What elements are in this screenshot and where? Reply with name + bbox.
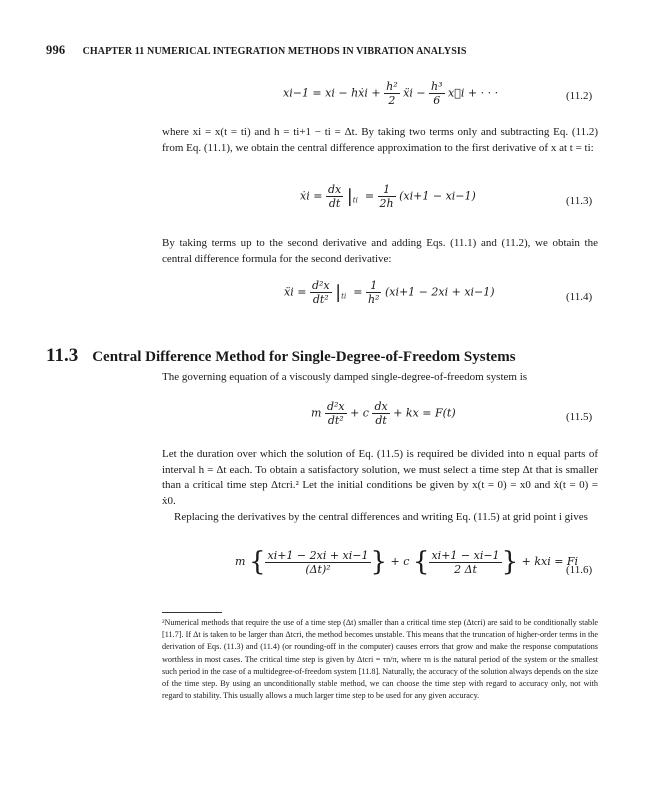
equation-number-11-4: (11.4) [566,291,593,303]
paragraph-3: The governing equation of a viscously damped single-degree-of-freedom system is [162,371,528,383]
eq-11-5-velocity: $\frac{dx}{dt}$ [374,400,388,427]
eq-11-2-term-1: ẍi − [403,86,426,100]
eq-11-6-rest: + kxi = Fi [521,555,579,568]
running-header [46,43,467,58]
paragraph-2: By taking terms up to the second derivative and adding Eqs. (11.1) and (11.2), we obtain the central difference formula for the second derivative: [162,237,598,265]
section-title: Central Difference Method for Single-Degree-of-Freedom Systems [92,349,516,365]
eq-11-5-accel: $\frac{\text{d²x}}{\text{dt²}}$ [326,400,345,427]
equation-number-11-5: (11.5) [566,411,593,423]
section-heading [46,345,516,367]
eq-11-2-term-2: x⃛i + · · · [448,86,499,100]
paragraph-4: Let the duration over which the solution of Eq. (11.5) is required be divided into n equal parts of interval h = Δt each. To obtain a satisfactory solution, we must select a time step Δt that is smaller than a critical time step Δtcri.² Let the initial conditions be given by x(t = 0) = x0 and ẋ(t = 0) = ẋ0. [162,448,598,507]
eq-11-2-lhs: xi−1 = xi − hẋi + [283,86,381,100]
eq-11-2-frac-1: $\frac{\text{h²}}{2}$ [386,80,398,107]
eq-11-4-frac: $\frac{1}{\text{h²}}$ [367,279,380,306]
eq-11-6-accel: $\frac{xi+1 - 2xi + xi-1}{\text{(Δt)²}}$ [267,548,369,576]
footnote-rule [162,612,222,613]
equation-number-11-6: (11.6) [566,564,593,576]
eq-11-3-eval: ti [352,196,358,205]
eq-11-5-rest: + kx = F(t) [393,406,456,420]
eq-11-6-velocity: $\frac{xi+1 - xi-1}{2 \Delta t}$ [431,548,500,576]
footnote: ²Numerical methods that require the use of a time step (Δt) smaller than a critical time step (Δtcri) are said to be conditionally stable [11.7]. If Δt is taken to be larger than Δtcri, the method becomes unstable. This means that the truncation of higher-order terms in the derivation of Eqs. (11.3) and (11.4) (or rounding-off in the computer) causes errors that grow and make the response computations worthless in most cases. The critical time step is given by Δtcri = τn/π, where τn is the natural period of the system or the smallest such period in the case of a multidegree-of-freedom system [11.8]. Naturally, the accuracy of the solution always depends on the size of the time step. By using an unconditionally stable method, we can choose the time step with regard to accuracy only, not with regard to stability. This usually allows a much larger time step to be used for any given accuracy. [162,618,598,701]
eq-11-3-derivative: $\frac{dx}{dt}$ [327,183,342,210]
eq-11-2-frac-2: $\frac{\text{h³}}{6}$ [431,80,443,107]
section-number: 11.3 [46,345,79,366]
paragraph-5: Replacing the derivatives by the central differences and writing Eq. (11.5) at grid point i gives [174,511,588,523]
equation-number-11-2: (11.2) [566,90,593,102]
equation-11-3: ẋi = $\frac{dx}{dt}$ $|_{ti}$ = $\frac{1}{2h}$ (xi+1 − xi−1) [300,183,476,210]
equation-11-4: ẍi = $\frac{\text{d²x}}{\text{dt²}}$ $|_{ti}$ = $\frac{1}{\text{h²}}$ (xi+1 − 2xi + xi−1) [284,279,495,306]
paragraph-1: where xi = x(t = ti) and h = ti+1 − ti = Δt. By taking two terms only and subtracting Eq. (11.2) from Eq. (11.1), we obtain the central difference approximation to the first derivative of x at t = ti: [162,126,598,154]
eq-11-3-lhs: ẋi = [300,189,323,203]
eq-11-3-frac: $\frac{1}{2h}$ [379,183,394,210]
eq-11-4-rhs: (xi+1 − 2xi + xi−1) [384,285,495,299]
equation-11-2 [283,80,498,107]
eq-11-4-eval: ti [341,292,347,301]
equation-11-5 [311,400,456,427]
chapter-title: CHAPTER 11 NUMERICAL INTEGRATION METHODS IN VIBRATION ANALYSIS [82,46,467,57]
equation-number-11-3: (11.3) [566,195,593,207]
eq-11-6-mass: m [235,555,246,568]
eq-11-4-derivative: $\frac{\text{d²x}}{\text{dt²}}$ [311,279,330,306]
eq-11-6-damping: + c [390,555,410,568]
equation-11-6: m { $\frac{xi+1 - 2xi + xi-1}{\text{(Δt)²}}$ } + c { $\frac{xi+1 - xi-1}{2 \Delta t}$ } + kxi = Fi [235,547,579,577]
eq-11-5-damping: + c [350,406,369,420]
page-number: 996 [46,43,66,57]
eq-11-3-rhs: (xi+1 − xi−1) [399,189,476,203]
eq-11-5-mass: m [311,406,322,420]
eq-11-4-lhs: ẍi = [284,285,307,299]
